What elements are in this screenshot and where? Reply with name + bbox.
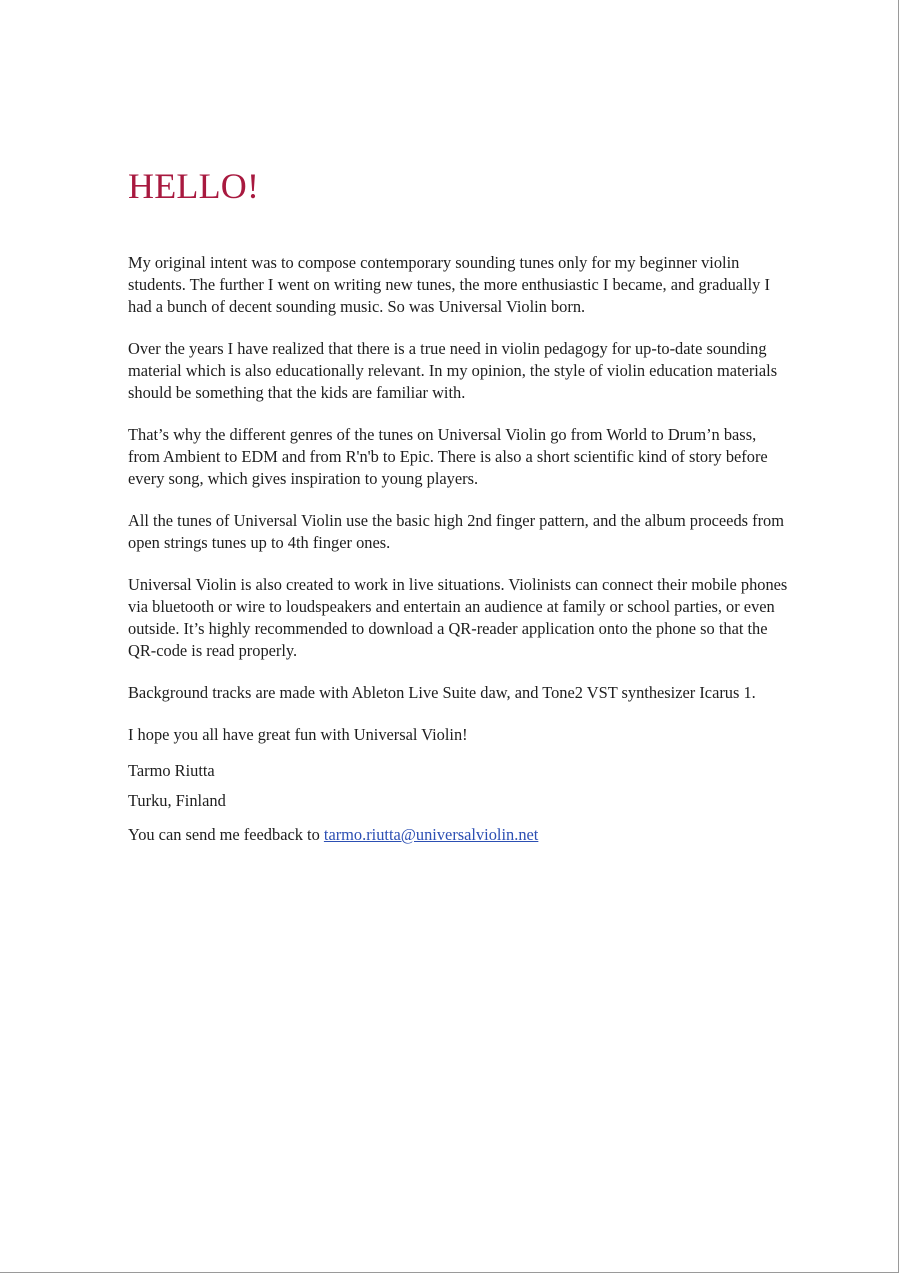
feedback-line bbox=[128, 824, 788, 846]
paragraph-pedagogy: Over the years I have realized that there is a true need in violin pedagogy for up-to-date sounding material which is also educationally relevant. In my opinion, the style of violin education materials should be something that the kids are familiar with. bbox=[128, 339, 778, 402]
paragraph-finger-pattern: All the tunes of Universal Violin use the basic high 2nd finger pattern, and the album proceeds from open strings tunes up to 4th finger ones. bbox=[128, 511, 784, 552]
signature-name: Tarmo Riutta bbox=[128, 761, 215, 780]
paragraph-live-use: Universal Violin is also created to work in live situations. Violinists can connect their mobile phones via bluetooth or wire to loudspeakers and entertain an audience at family or school parties, or even outside. It’s highly recommended to download a QR-reader application onto the phone so that the QR-code is read properly. bbox=[128, 575, 788, 660]
signature-location: Turku, Finland bbox=[128, 791, 226, 810]
feedback-text: You can send me feedback to bbox=[128, 825, 324, 844]
paragraph-background-tracks: Background tracks are made with Ableton Live Suite daw, and Tone2 VST synthesizer Icarus 1. bbox=[128, 683, 756, 702]
feedback-email-link[interactable]: tarmo.riutta@universalviolin.net bbox=[323, 825, 539, 844]
paragraph-genres: That’s why the different genres of the tunes on Universal Violin go from World to Drum’n bass, from Ambient to EDM and from R'n'b to Epic. There is also a short scientific kind of story before every song, which gives inspiration to young players. bbox=[128, 425, 768, 488]
paragraph-closing: I hope you all have great fun with Universal Violin! bbox=[128, 725, 468, 744]
paragraph-intent: My original intent was to compose contemporary sounding tunes only for my beginner violin students. The further I went on writing new tunes, the more enthusiastic I became, and gradually I had a bunch of decent sounding music. So was Universal Violin born. bbox=[128, 253, 770, 316]
document-content bbox=[128, 160, 788, 846]
page-title: HELLO! bbox=[128, 166, 260, 206]
